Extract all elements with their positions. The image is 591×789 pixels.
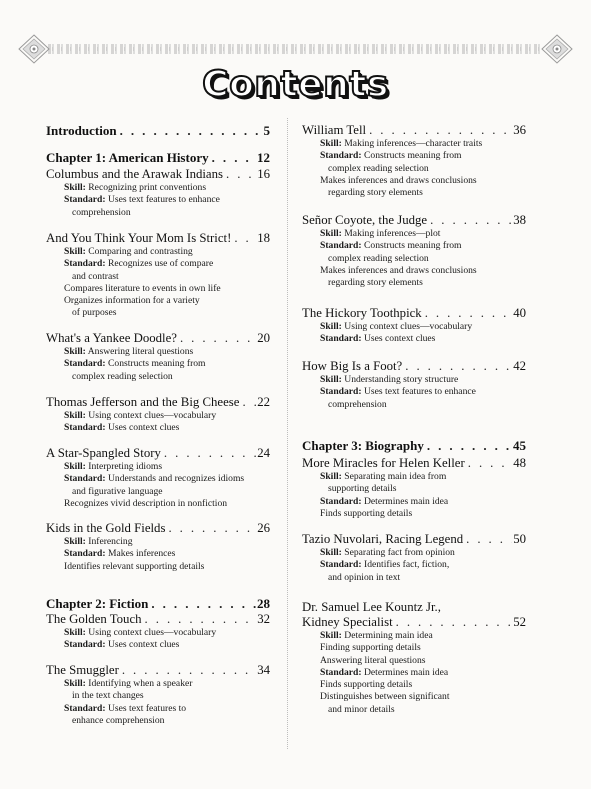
entry-page: 22 [257, 395, 270, 409]
entry-title: Kids in the Gold Fields [46, 521, 166, 535]
skill-line: Skill: Using context clues—vocabulary [320, 321, 473, 332]
toc-entry[interactable] [46, 395, 270, 435]
chapter-title: Chapter 3: Biography [302, 438, 424, 453]
standard-line: Standard: Makes inferences [64, 548, 176, 560]
detail-line: Distinguishes between significant [320, 691, 450, 703]
entry-title: And You Think Your Mom Is Strict! [46, 231, 232, 245]
skill-line: Skill: Determining main idea [320, 630, 433, 641]
standard-line: Standard: Uses text features to [64, 702, 187, 714]
detail-continuation: and minor details [328, 703, 395, 715]
entry-page: 40 [513, 306, 526, 320]
standard-line: Standard: Uses context clues [64, 422, 180, 434]
entry-page: 24 [257, 446, 270, 460]
standard-continuation: and opinion in text [328, 571, 401, 583]
skill-line: Skill: Using context clues—vocabulary [64, 627, 217, 638]
entry-title: The Golden Touch [46, 612, 142, 626]
standard-line: Standard: Determines main idea [320, 495, 449, 507]
skill-line: Skill: Identifying when a speaker [64, 678, 193, 689]
standard-continuation: complex reading selection [328, 162, 429, 174]
detail-line: Finding supporting details [320, 642, 421, 654]
toc-entry[interactable] [46, 612, 270, 652]
entry-page: 50 [513, 532, 526, 546]
skill-line: Skill: Inferencing [64, 536, 133, 547]
standard-continuation: enhance comprehension [72, 714, 165, 726]
chapter-title: Chapter 2: Fiction [46, 596, 149, 611]
toc-entry[interactable] [302, 213, 526, 289]
entry-page: 16 [257, 167, 270, 181]
entry-page: 32 [257, 612, 270, 626]
entry-title: Señor Coyote, the Judge [302, 213, 428, 227]
skill-line: Skill: Separating fact from opinion [320, 547, 455, 558]
toc-entry[interactable] [302, 456, 526, 520]
entry-page: 12 [257, 150, 270, 165]
toc-entry[interactable] [46, 663, 270, 727]
entry-title: The Hickory Toothpick [302, 306, 422, 320]
skill-continuation: supporting details [328, 483, 397, 495]
detail-continuation: regarding story elements [328, 187, 423, 199]
detail-line: Compares literature to events in own life [64, 282, 221, 294]
standard-continuation: complex reading selection [72, 370, 173, 382]
toc-entry[interactable] [46, 521, 270, 573]
standard-continuation: and figurative language [72, 485, 163, 497]
toc-chapter[interactable] [46, 596, 270, 611]
ornament-icon [541, 34, 573, 64]
detail-continuation: regarding story elements [328, 277, 423, 289]
toc-entry[interactable] [46, 123, 270, 138]
skill-continuation: in the text changes [72, 690, 144, 702]
standard-line: Standard: Uses text features to enhance [64, 194, 220, 206]
detail-line: Makes inferences and draws conclusions [320, 174, 477, 186]
toc-entry[interactable] [302, 532, 526, 584]
chapter-title: Chapter 1: American History [46, 150, 209, 165]
detail-continuation: of purposes [72, 307, 117, 319]
page-title: Contents [202, 64, 389, 105]
column-divider [287, 118, 288, 749]
standard-line: Standard: Uses text features to enhance [320, 386, 476, 398]
toc-entry[interactable] [302, 123, 526, 199]
entry-page: 34 [257, 663, 270, 677]
skill-line: Skill: Making inferences—character traits [320, 138, 483, 149]
entry-page: 42 [513, 359, 526, 373]
skill-line: Skill: Making inferences—plot [320, 228, 441, 239]
toc-entry[interactable] [302, 600, 526, 716]
toc-entry[interactable] [46, 231, 270, 320]
toc-entry[interactable] [46, 331, 270, 383]
toc-chapter[interactable] [302, 438, 526, 453]
entry-page: 5 [263, 123, 270, 138]
detail-line: Organizes information for a variety [64, 295, 200, 307]
standard-line: Standard: Understands and recognizes idioms [64, 473, 245, 485]
entry-page: 36 [513, 123, 526, 137]
entry-title-continuation: Kidney Specialist [302, 615, 393, 629]
entry-title: Introduction [46, 123, 117, 138]
entry-page: 18 [257, 231, 270, 245]
entry-title: William Tell [302, 123, 367, 137]
skill-line: Skill: Interpreting idioms [64, 461, 163, 472]
skill-line: Skill: Using context clues—vocabulary [64, 410, 217, 421]
standard-line: Standard: Constructs meaning from [320, 150, 462, 162]
entry-page: 45 [513, 438, 526, 453]
standard-line: Standard: Recognizes use of compare [64, 258, 214, 270]
skill-line: Skill: Comparing and contrasting [64, 246, 193, 257]
ornament-icon [18, 34, 50, 64]
toc-entry[interactable] [302, 306, 526, 346]
entry-title: The Smuggler [46, 663, 119, 677]
detail-line: Identifies relevant supporting details [64, 560, 205, 572]
entry-title: More Miracles for Helen Keller [302, 456, 465, 470]
entry-title: How Big Is a Foot? [302, 359, 403, 373]
standard-continuation: and contrast [72, 270, 119, 282]
toc-entry[interactable] [302, 359, 526, 411]
entry-page: 20 [257, 331, 270, 345]
standard-continuation: comprehension [328, 398, 387, 410]
standard-line: Standard: Uses context clues [320, 333, 436, 345]
standard-line: Standard: Constructs meaning from [320, 240, 462, 252]
entry-title: Thomas Jefferson and the Big Cheese [46, 395, 240, 409]
standard-line: Standard: Uses context clues [64, 639, 180, 651]
standard-line: Standard: Determines main idea [320, 666, 449, 678]
entry-title: What's a Yankee Doodle? [46, 331, 177, 345]
toc-chapter[interactable] [46, 150, 270, 165]
entry-title: Columbus and the Arawak Indians [46, 167, 223, 181]
skill-line: Skill: Answering literal questions [64, 346, 194, 357]
entry-page: 52 [513, 615, 526, 629]
standard-continuation: comprehension [72, 206, 131, 218]
standard-continuation: complex reading selection [328, 252, 429, 264]
entry-page: 28 [257, 596, 270, 611]
detail-line: Recognizes vivid description in nonfiction [64, 497, 228, 509]
skill-line: Skill: Recognizing print conventions [64, 182, 207, 193]
entry-title: A Star-Spangled Story [46, 446, 161, 460]
entry-page: 26 [257, 521, 270, 535]
detail-line: Finds supporting details [320, 507, 413, 519]
entry-title: Dr. Samuel Lee Kountz Jr., [302, 600, 441, 614]
entry-title: Tazio Nuvolari, Racing Legend [302, 532, 464, 546]
toc-entry[interactable] [46, 167, 270, 219]
standard-line: Standard: Constructs meaning from [64, 358, 206, 370]
header-border [48, 44, 543, 54]
detail-line: Makes inferences and draws conclusions [320, 264, 477, 276]
detail-line: Answering literal questions [320, 654, 426, 666]
skill-line: Skill: Separating main idea from [320, 471, 447, 482]
entry-page: 48 [513, 456, 526, 470]
entry-page: 38 [513, 213, 526, 227]
toc-entry[interactable] [46, 446, 270, 510]
detail-line: Finds supporting details [320, 679, 413, 691]
standard-line: Standard: Identifies fact, fiction, [320, 559, 450, 571]
skill-line: Skill: Understanding story structure [320, 374, 459, 385]
